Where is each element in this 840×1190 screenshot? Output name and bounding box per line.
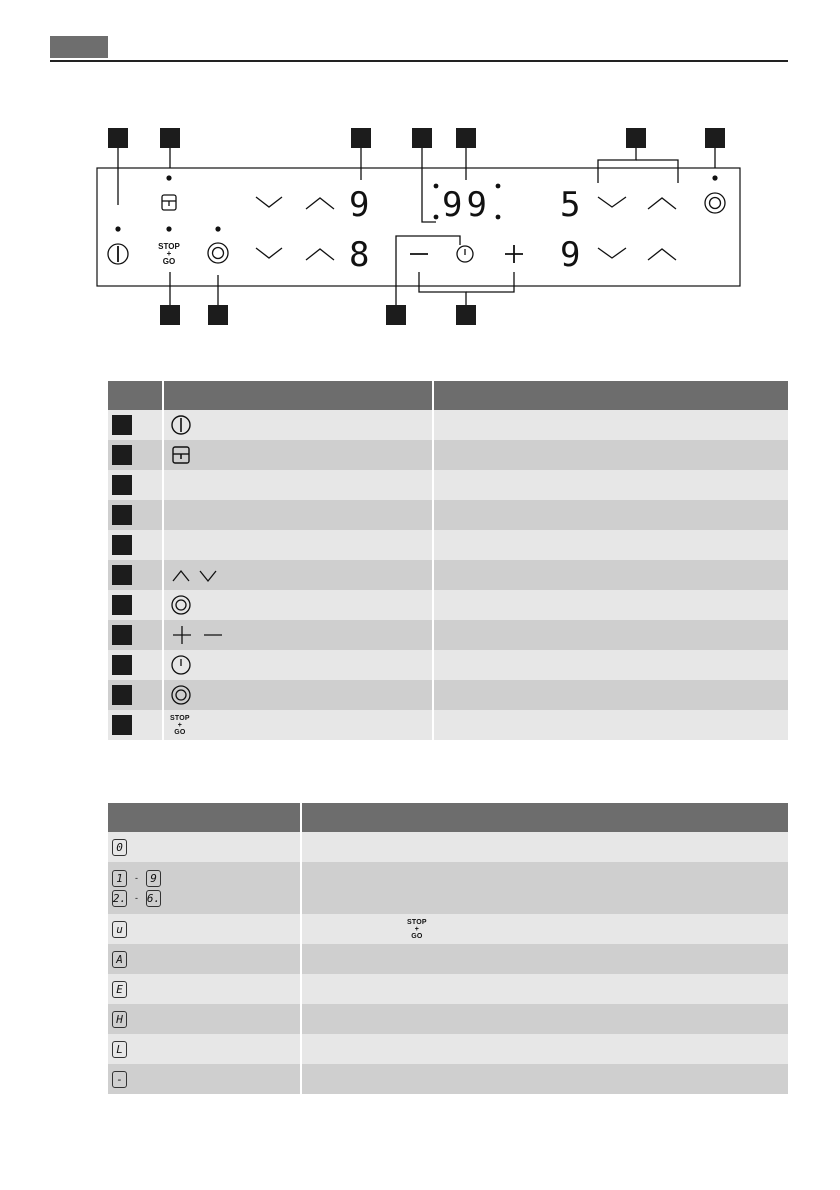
table-row [108,1064,788,1094]
table-row [108,470,788,500]
table-row: 1 - 9 2. - 6. [108,862,788,914]
callout-2 [160,128,180,148]
svg-text:+: + [166,249,172,258]
table-row [108,650,788,680]
table-row [108,832,788,862]
controls-table [108,381,788,740]
down-button[interactable] [256,197,282,207]
panel-outline [97,168,740,286]
display-symbol: L [112,1041,127,1058]
callout-6 [626,128,646,148]
plus-button[interactable] [505,245,523,263]
display-symbol: 0 [112,839,127,856]
callout-8 [456,305,476,325]
callout-3 [351,128,371,148]
zone-right-bottom-display: 9 [560,235,581,275]
display-symbol: 9 [146,870,161,887]
zone-left-top-display: 9 [349,185,370,225]
power-icon [170,414,192,436]
up-button[interactable] [648,249,676,260]
stopgo-icon[interactable] [158,242,180,266]
double-circle-icon [170,594,192,616]
zone-right-top-display: 5 [560,185,581,225]
display-symbol: - [112,1071,127,1088]
table-row [108,710,788,740]
svg-text:STOP: STOP [158,242,180,251]
lock-icon[interactable] [162,195,176,210]
table-row [108,1004,788,1034]
display-symbol: 6. [146,891,161,905]
up-down-icons [170,564,220,586]
display-table [108,803,788,1094]
up-button[interactable] [306,249,334,260]
timer-icon [170,654,192,676]
table-row [108,590,788,620]
down-button[interactable] [598,248,626,258]
table-row [108,944,788,974]
double-circle-icon[interactable] [705,193,725,213]
zone-left-controls [256,197,334,260]
callout-4 [412,128,432,148]
table-row [108,620,788,650]
table-row [108,680,788,710]
table-row [108,530,788,560]
control-panel-diagram [0,0,840,340]
table-row [108,440,788,470]
plus-minus-icons [170,624,226,646]
up-button[interactable] [648,198,676,209]
callout-11 [160,305,180,325]
table-row [108,500,788,530]
callout-7 [705,128,725,148]
table-row [108,914,788,944]
double-circle-icon[interactable] [208,243,228,263]
callout-1 [108,128,128,148]
stopgo-icon: STOP + GO [407,918,427,940]
table-row [108,560,788,590]
up-button[interactable] [306,198,334,209]
table-row [108,974,788,1004]
table-row [108,1034,788,1064]
lock-icon [170,444,192,466]
display-symbol: u [112,921,127,938]
svg-text:GO: GO [162,257,176,266]
double-circle-icon [170,684,192,706]
callout-10 [208,305,228,325]
stopgo-icon: STOP + GO [170,714,190,736]
timer-icon[interactable] [457,246,473,262]
timer-display: 99 [442,185,491,225]
down-button[interactable] [598,197,626,207]
display-symbol: A [112,951,127,968]
down-button[interactable] [256,248,282,258]
zone-left-bottom-display: 8 [349,235,370,275]
display-symbol: 1 [112,870,127,887]
callout-9 [386,305,406,325]
power-icon[interactable] [108,244,128,264]
table-row [108,410,788,440]
display-symbol: 2. [112,891,127,905]
callout-5 [456,128,476,148]
display-symbol: E [112,981,127,998]
display-symbol: H [112,1011,127,1028]
